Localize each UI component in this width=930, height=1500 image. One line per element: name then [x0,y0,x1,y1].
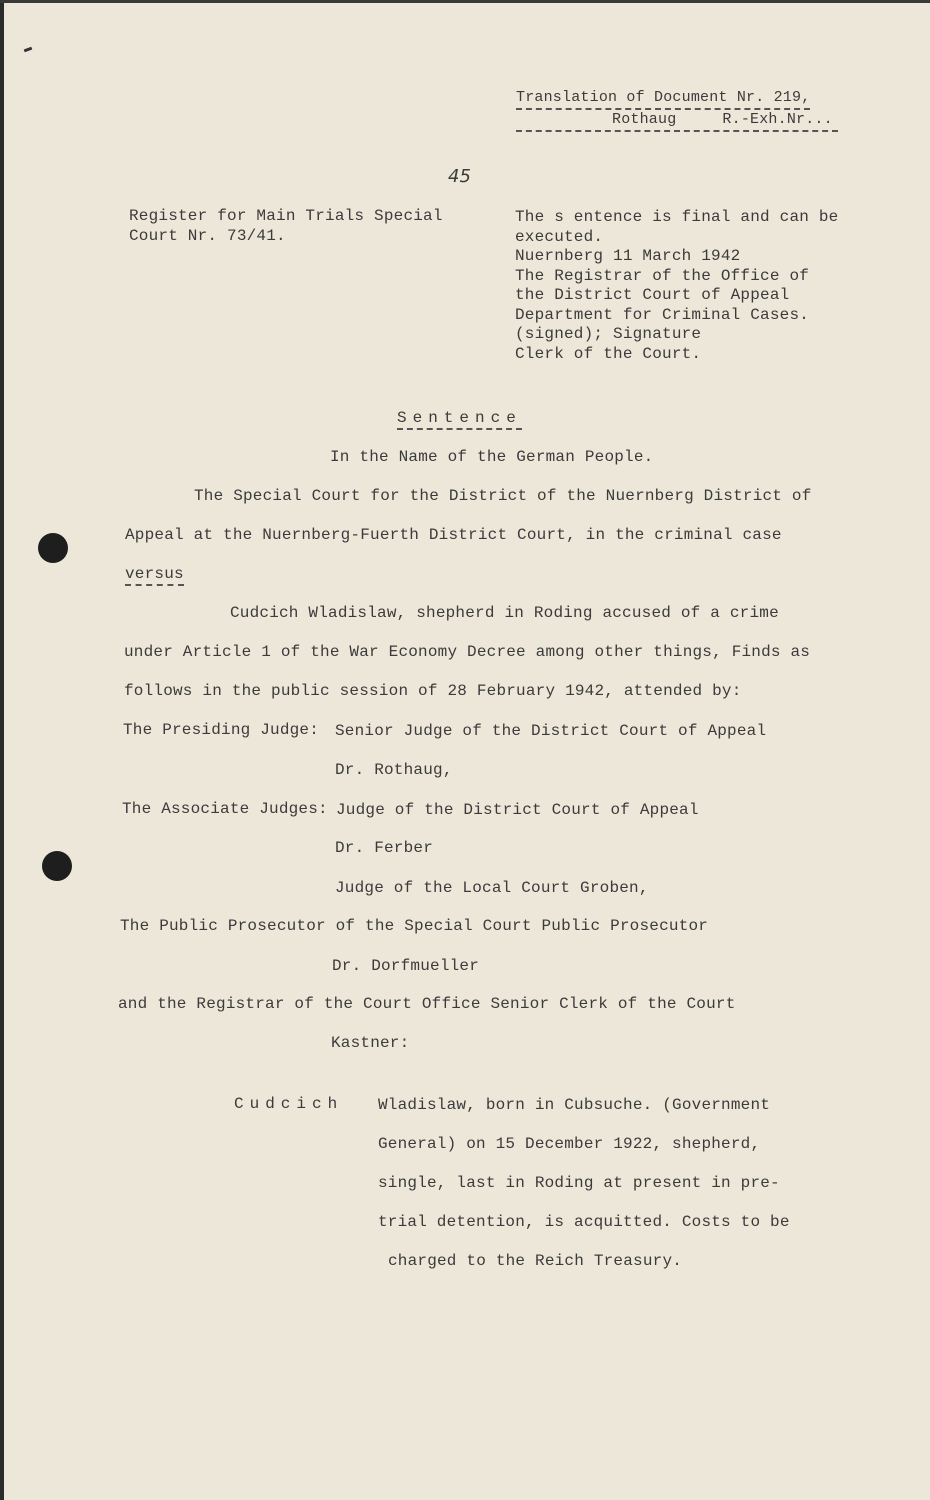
associate-judge-role: Judge of the District Court of Appeal [336,801,699,819]
sentence-subtitle: In the Name of the German People. [330,448,654,466]
verdict-line: Wladislaw, born in Cubsuche. (Government [378,1096,771,1114]
register-line-2: Court Nr. 73/41. [129,227,286,245]
verdict-line: trial detention, is acquitted. Costs to be [378,1213,790,1231]
punch-hole [38,533,68,563]
verdict-line: single, last in Roding at present in pre- [378,1174,780,1192]
body-line: Cudcich Wladislaw, shepherd in Roding accused of a crime [230,604,779,622]
finality-line: Nuernberg 11 March 1942 [515,247,741,265]
associate-judge-name: Judge of the Local Court Groben, [335,879,649,897]
body-line: The Special Court for the District of the Nuernberg District of [194,487,812,505]
presiding-judge-label: The Presiding Judge: [123,721,320,739]
associate-judges-label: The Associate Judges: [122,800,328,818]
associate-judge-name: Dr. Ferber [335,839,434,857]
verdict-line: General) on 15 December 1922, shepherd, [378,1135,761,1153]
registrar-name: Kastner: [331,1034,410,1052]
punch-hole [42,851,72,881]
registrar-label: and the Registrar of the Court Office Senior Clerk of the Court [118,995,736,1013]
register-line-1: Register for Main Trials Special [129,207,443,225]
finality-line: Clerk of the Court. [515,345,702,363]
reference-header [516,110,838,132]
body-line: under Article 1 of the War Economy Decree among other things, Finds as [124,643,811,661]
page-edge [0,0,4,1500]
translation-header: Translation of Document Nr. 219, [516,88,810,110]
finality-line: The s entence is final and can be [515,208,839,226]
presiding-judge-name: Dr. Rothaug, [335,761,453,779]
finality-line: the District Court of Appeal [515,286,790,304]
prosecutor-label: The Public Prosecutor of the Special Court Public Prosecutor [120,917,709,935]
finality-line: The Registrar of the Office of [515,267,810,285]
verdict-line: charged to the Reich Treasury. [388,1252,683,1270]
defendant-name: Cudcich [234,1095,344,1113]
page-edge-top [0,0,930,3]
finality-line: Department for Criminal Cases. [515,306,810,324]
body-line: Appeal at the Nuernberg-Fuerth District Court, in the criminal case [125,526,782,544]
versus-label: versus [125,564,184,586]
sentence-title: Sentence [397,408,522,430]
finality-line: executed. [515,228,604,246]
finality-line: (signed); Signature [515,325,702,343]
page-number: 45 [448,166,471,187]
ink-mark [24,47,33,53]
prosecutor-name: Dr. Dorfmueller [332,957,480,975]
body-line: follows in the public session of 28 February 1942, attended by: [124,682,742,700]
reference-text: Rothaug R.-Exh.Nr... [612,111,833,128]
presiding-judge-role: Senior Judge of the District Court of Appeal [335,722,767,740]
